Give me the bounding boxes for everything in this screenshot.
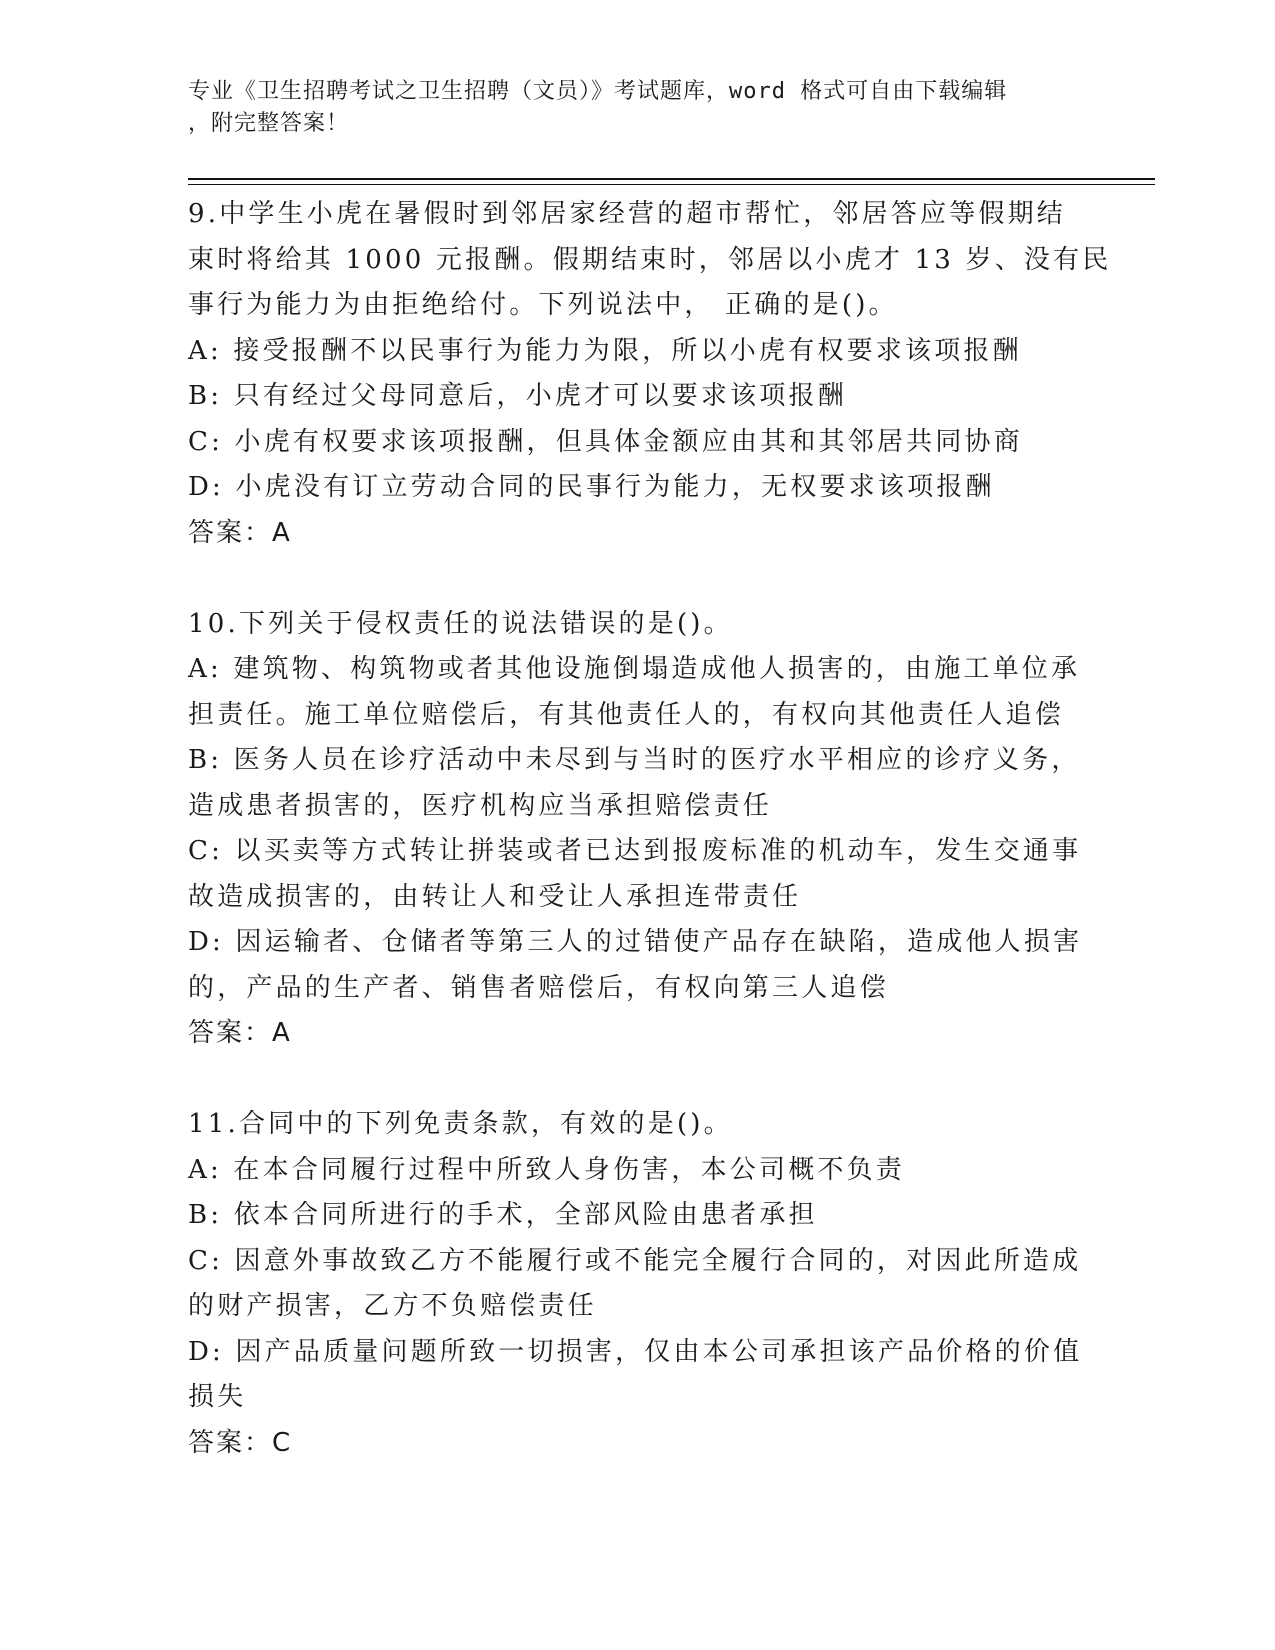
answer-label: 答案：A — [188, 517, 292, 548]
answer-label: 答案：A — [188, 1018, 292, 1048]
question-stem-line: 9.中学生小虎在暑假时到邻居家经营的超市帮忙，邻居答应等假期结 — [188, 199, 1067, 229]
option-c-continuation: 故造成损害的，由转让人和受让人承担连带责任 — [188, 881, 802, 912]
spacer — [188, 1057, 1088, 1103]
question-stem-line: 10.下列关于侵权责任的说法错误的是()。 — [188, 608, 733, 639]
answer-label: 答案：C — [188, 1427, 293, 1458]
option-c-continuation: 的财产损害，乙方不负赔偿责任 — [188, 1291, 597, 1321]
question-list — [188, 192, 1112, 1466]
option-a: A: 建筑物、构筑物或者其他设施倒塌造成他人损害的，由施工单位承 — [188, 654, 1081, 684]
option-c: C: 小虎有权要求该项报酬，但具体金额应由其和其邻居共同协商 — [188, 426, 1023, 457]
header-line-2: ，附完整答案！ — [188, 111, 350, 136]
option-a: A: 在本合同履行过程中所致人身伤害，本公司概不负责 — [188, 1154, 906, 1185]
question-stem-line: 11.合同中的下列免责条款，有效的是()。 — [188, 1109, 733, 1139]
option-d-continuation: 的，产品的生产者、销售者赔偿后，有权向第三人追偿 — [188, 972, 889, 1003]
option-d: D: 小虎没有订立劳动合同的民事行为能力，无权要求该项报酬 — [188, 472, 995, 502]
option-d: D: 因产品质量问题所致一切损害，仅由本公司承担该产品价格的价值 — [188, 1336, 1083, 1367]
header-line-1: 专业《卫生招聘考试之卫生招聘（文员）》考试题库，word 格式可自由下载编辑 — [188, 79, 1008, 104]
option-d: D: 因运输者、仓储者等第三人的过错使产品存在缺陷，造成他人损害 — [188, 927, 1083, 957]
option-b: B: 只有经过父母同意后，小虎才可以要求该项报酬 — [188, 381, 847, 411]
option-d-continuation: 损失 — [188, 1382, 247, 1412]
header-divider-thin — [188, 184, 1155, 185]
question-stem-line: 事行为能力为由拒绝给付。下列说法中， 正确的是()。 — [188, 290, 898, 320]
spacer — [188, 556, 1088, 602]
option-b-continuation: 造成患者损害的，医疗机构应当承担赔偿责任 — [188, 790, 773, 821]
question-10 — [188, 602, 1088, 1057]
option-b: B: 医务人员在诊疗活动中未尽到与当时的医疗水平相应的诊疗义务， — [188, 745, 1081, 775]
option-b: B: 依本合同所进行的手术，全部风险由患者承担 — [188, 1200, 818, 1230]
question-11 — [188, 1102, 1088, 1466]
question-9 — [188, 192, 1112, 556]
option-c: C: 因意外事故致乙方不能履行或不能完全履行合同的，对因此所造成 — [188, 1245, 1082, 1276]
option-c: C: 以买卖等方式转让拼装或者已达到报废标准的机动车，发生交通事 — [188, 836, 1082, 866]
header-divider-thick — [188, 178, 1155, 180]
question-stem-line: 束时将给其 1000 元报酬。假期结束时，邻居以小虎才 13 岁、没有民 — [188, 244, 1112, 275]
document-header — [188, 76, 1068, 140]
option-a: A: 接受报酬不以民事行为能力为限，所以小虎有权要求该项报酬 — [188, 335, 1022, 366]
option-a-continuation: 担责任。施工单位赔偿后，有其他责任人的，有权向其他责任人追偿 — [188, 699, 1065, 730]
